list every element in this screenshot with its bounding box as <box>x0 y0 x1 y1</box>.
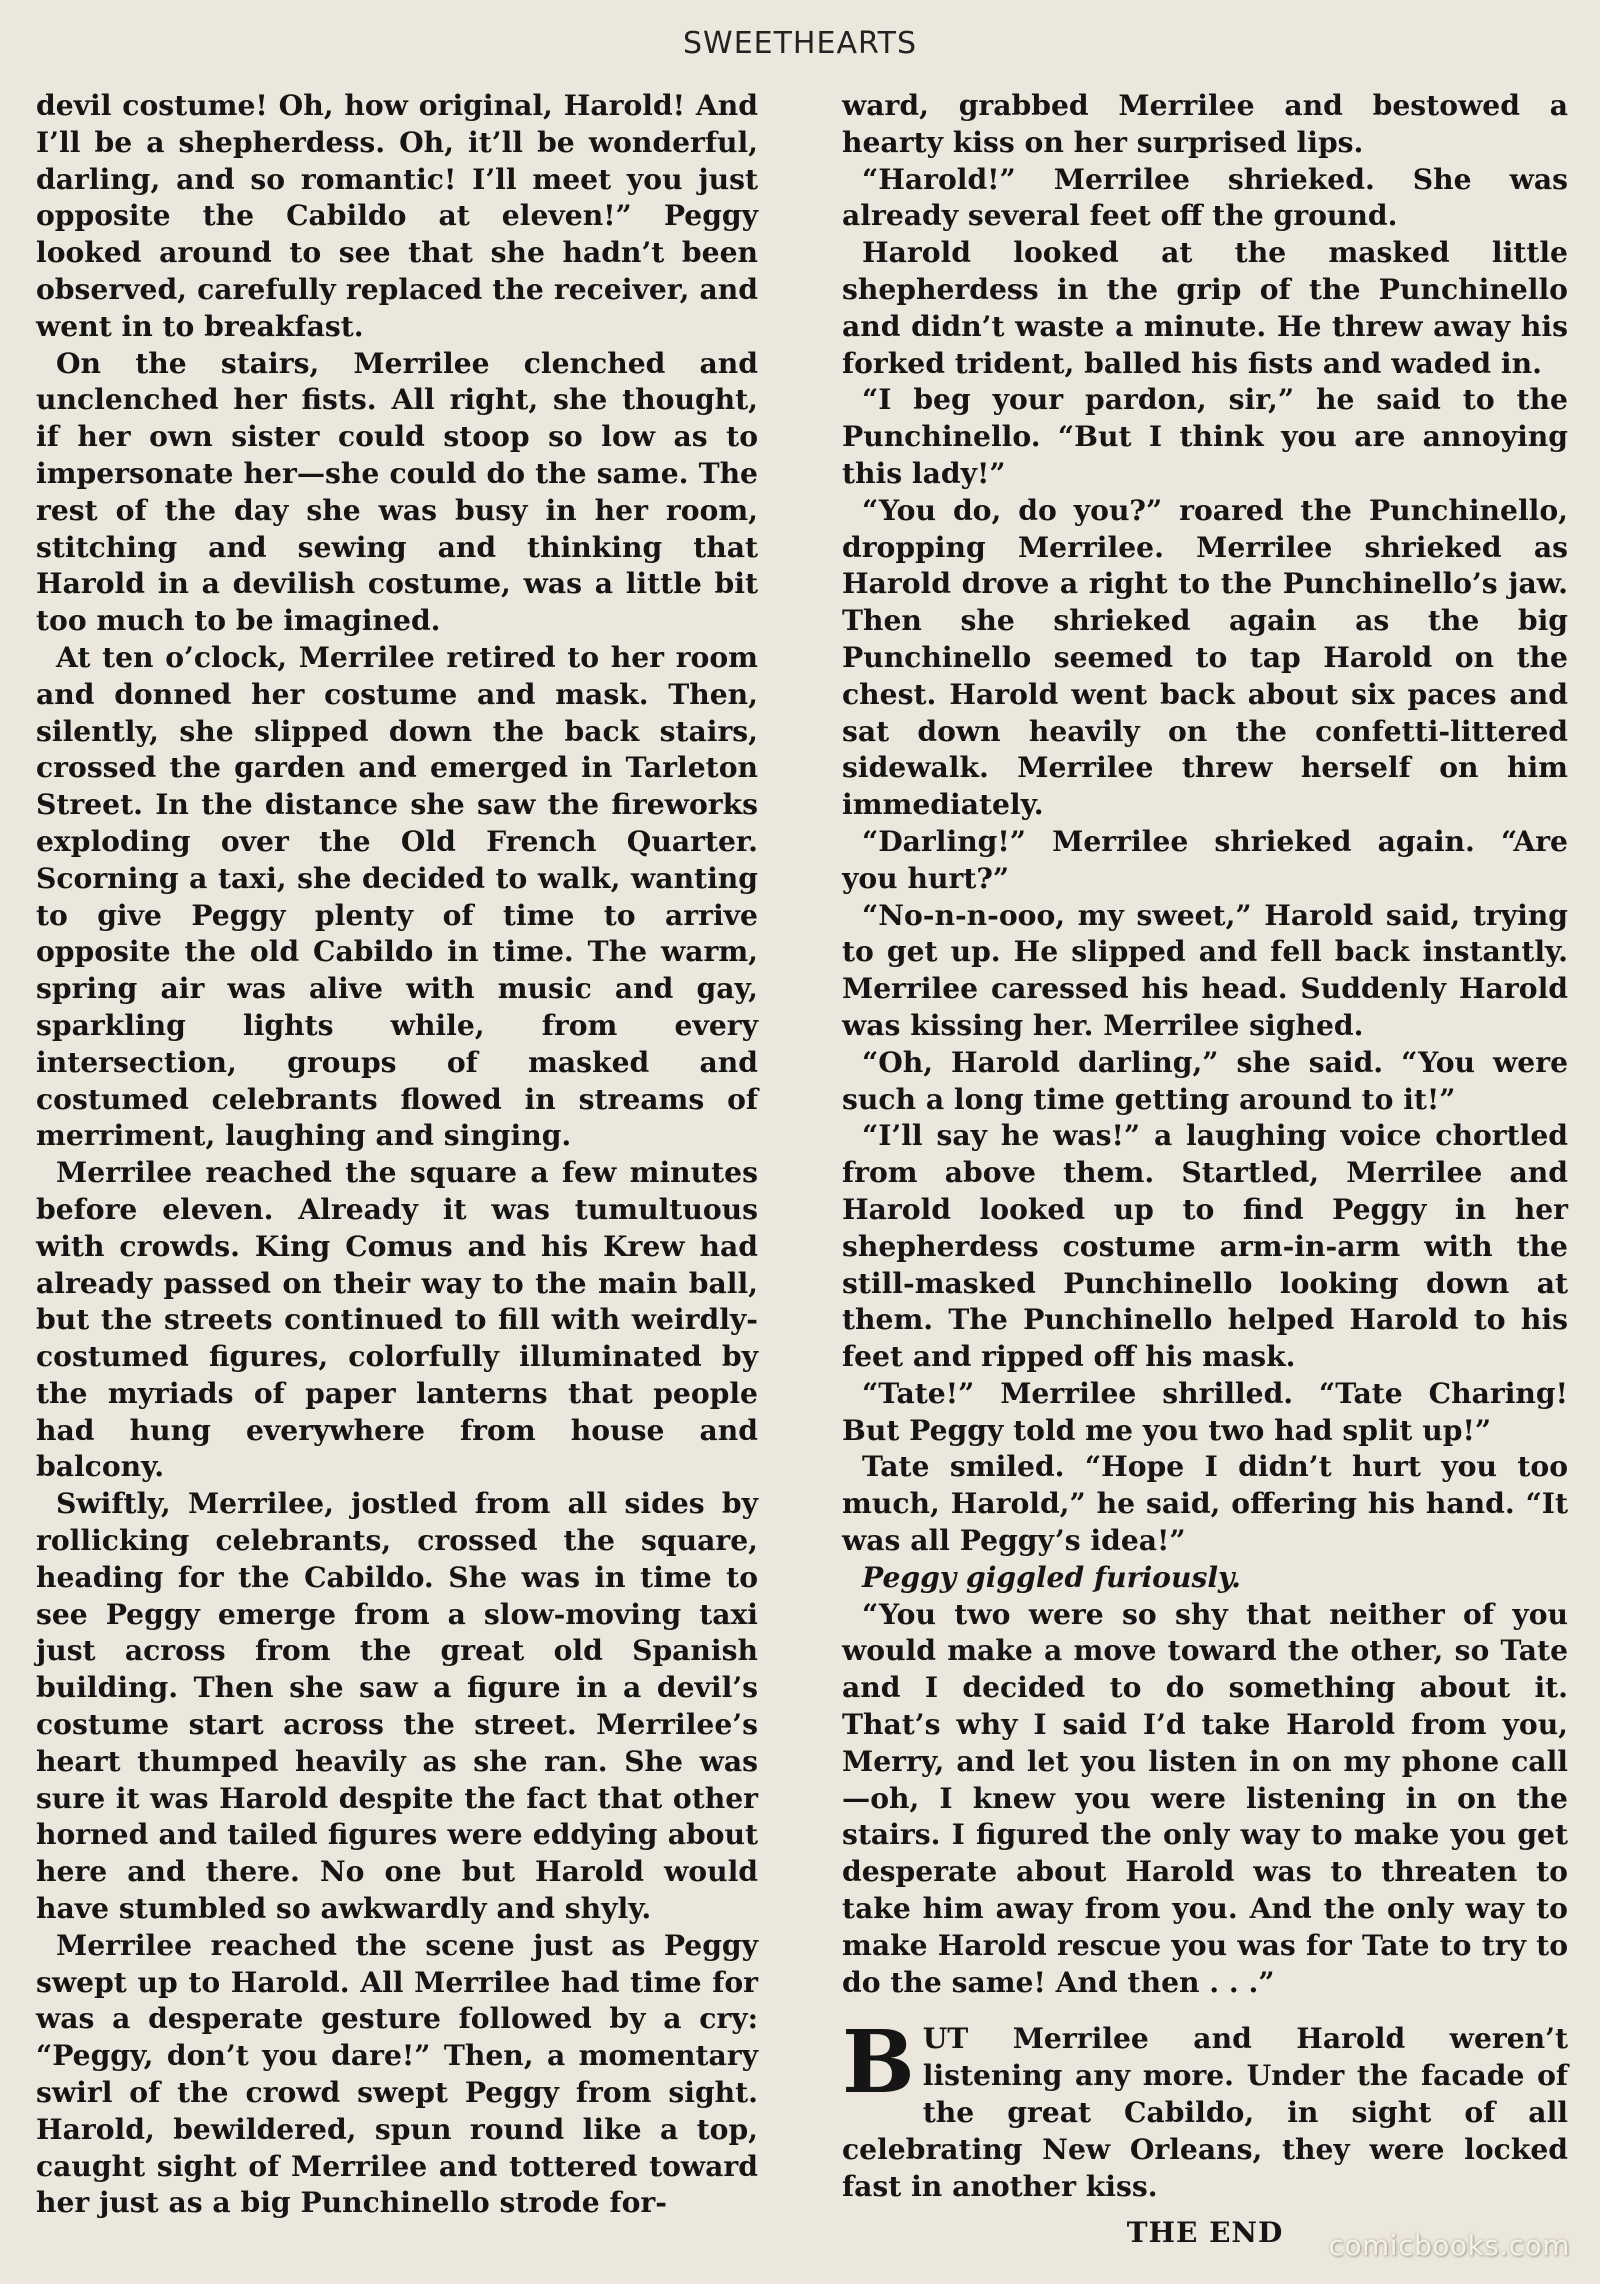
paragraph: Peggy giggled furiously. <box>862 1560 1241 1594</box>
final-paragraph-text: UT Merrilee and Harold weren’t listening any more. Under the facade of the great Cabildo, in sight of all celebrating New Orleans, they were locked fast in another kiss. <box>842 2022 1568 2203</box>
paragraph: “I beg your pardon, sir,” he said to the Punchinello. “But I think you are annoying this lady!” <box>842 383 1568 490</box>
paragraph: Harold looked at the masked little shepherdess in the grip of the Punchinello and didn’t waste a minute. He threw away his forked trident, balled his fists and waded in. <box>842 236 1568 380</box>
final-paragraph <box>842 2012 1568 2205</box>
paragraph: On the stairs, Merrilee clenched and unclenched her fists. All right, she thought, if her own sister could stoop so low as to impersonate her—she could do the same. The rest of the day she was busy in her room, stitching and sewing and thinking that Harold in a devilish costume, was a little bit too much to be imagined. <box>36 346 758 638</box>
paragraph: “You two were so shy that neither of you would make a move toward the other, so Tate and I decided to do something about it. That’s why I said I’d take Harold from you, Merry, and let you listen in on my phone call—oh, I knew you were listening in on the stairs. I figured the only way to make you get desperate about Harold was to threaten to take him away from you. And the only way to make Harold rescue you was for Tate to try to do the same! And then . . .” <box>842 1597 1568 1999</box>
watermark: comicbooks.com <box>1328 2229 1570 2262</box>
paragraph: “Oh, Harold darling,” she said. “You were such a long time getting around to it!” <box>842 1045 1568 1116</box>
running-header: SWEETHEARTS <box>682 26 917 61</box>
paragraph: devil costume! Oh, how original, Harold! And I’ll be a shepherdess. Oh, it’ll be wonderful, darling, and so romantic! I’ll meet you just opposite the Cabildo at eleven!” Peggy looked around to see that she hadn’t been observed, carefully replaced the receiver, and went in to breakfast. <box>36 89 758 343</box>
paragraph: ward, grabbed Merrilee and bestowed a hearty kiss on her surprised lips. <box>842 89 1568 159</box>
paragraph: “You do, do you?” roared the Punchinello, dropping Merrilee. Merrilee shrieked as Harold drove a right to the Punchinello’s jaw. Then she shrieked again as the big Punchinello seemed to tap Harold on the chest. Harold went back about six paces and sat down heavily on the confetti-littered sidewalk. Merrilee threw herself on him immediately. <box>842 493 1568 822</box>
the-end-label: THE END <box>1126 2216 1284 2250</box>
paragraph: Merrilee reached the scene just as Peggy swept up to Harold. All Merrilee had time for was a desperate gesture followed by a cry: “Peggy, don’t you dare!” Then, a momentary swirl of the crowd swept Peggy from sight. Harold, bewildered, spun round like a top, caught sight of Merrilee and tottered toward her just as a big Punchinello strode for- <box>36 1928 758 2220</box>
paragraph: Tate smiled. “Hope I didn’t hurt you too much, Harold,” he said, offering his hand. “It was all Peggy’s idea!” <box>842 1450 1568 1558</box>
paragraph: At ten o’clock, Merrilee retired to her room and donned her costume and mask. Then, silently, she slipped down the back stairs, crossed the garden and emerged in Tarleton Street. In the distance she saw the fireworks exploding over the Old French Quarter. Scorning a taxi, she decided to walk, wanting to give Peggy plenty of time to arrive opposite the old Cabildo in time. The warm, spring air was alive with music and gay, sparkling lights while, from every intersection, groups of masked and costumed celebrants flowed in streams of merriment, laughing and singing. <box>36 640 758 1153</box>
paragraph: “Darling!” Merrilee shrieked again. “Are you hurt?” <box>842 824 1568 895</box>
paragraph: Swiftly, Merrilee, jostled from all sides by rollicking celebrants, crossed the square, heading for the Cabildo. She was in time to see Peggy emerge from a slow-moving taxi just across from the great old Spanish building. Then she saw a figure in a devil’s costume start across the street. Merrilee’s heart thumped heavily as she ran. She was sure it was Harold despite the fact that other horned and tailed figures were eddying about here and there. No one but Harold would have stumbled so awkwardly and shyly. <box>36 1487 758 1926</box>
left-column <box>36 88 758 2222</box>
drop-cap-letter: B <box>842 2012 915 2114</box>
paragraph: “Tate!” Merrilee shrilled. “Tate Charing! But Peggy told me you two had split up!” <box>842 1376 1568 1447</box>
paragraph: “No-n-n-ooo, my sweet,” Harold said, trying to get up. He slipped and fell back instantly. Merrilee caressed his head. Suddenly Harold was kissing her. Merrilee sighed. <box>842 898 1568 1042</box>
paragraph: Merrilee reached the square a few minutes before eleven. Already it was tumultuous with crowds. King Comus and his Krew had already passed on their way to the main ball, but the streets continued to fill with weirdly-costumed figures, colorfully illuminated by the myriads of paper lanterns that people had hung everywhere from house and balcony. <box>36 1156 758 1484</box>
paragraph: “Harold!” Merrilee shrieked. She was already several feet off the ground. <box>842 162 1568 233</box>
right-column <box>842 88 1568 2252</box>
paragraph: “I’ll say he was!” a laughing voice chortled from above them. Startled, Merrilee and Harold looked up to find Peggy in her shepherdess costume arm-in-arm with the still-masked Punchinello looking down at them. The Punchinello helped Harold to his feet and ripped off his mask. <box>842 1119 1568 1374</box>
